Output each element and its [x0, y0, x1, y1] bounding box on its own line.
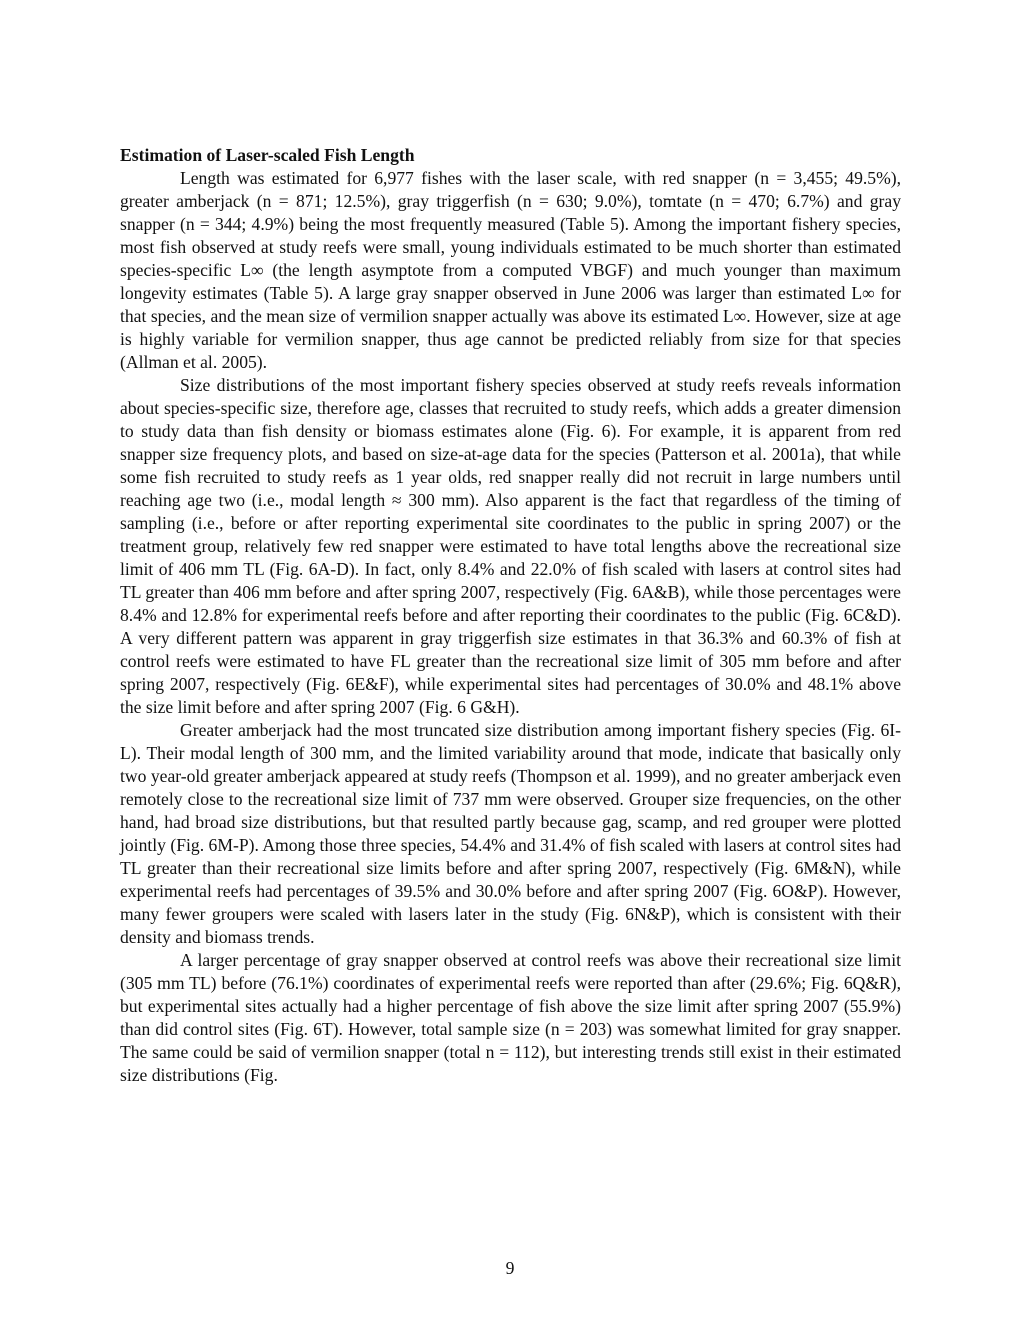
section-heading: Estimation of Laser-scaled Fish Length — [120, 145, 415, 165]
document-page — [120, 144, 901, 1087]
body-paragraph: Size distributions of the most important fishery species observed at study reefs reveals information about species-specific size, therefore age, classes that recruited to study reefs, which adds a greater dimension to study data than fish density or biomass estimates alone (Fig. 6). For example, it is apparent from red snapper size frequency plots, and based on size-at-age data for the species (Patterson et al. 2001a), that while some fish recruited to study reefs as 1 year olds, red snapper really did not recruit in large numbers until reaching age two (i.e., modal length ≈ 300 mm). Also apparent is the fact that regardless of the timing of sampling (i.e., before or after reporting experimental site coordinates to the public in spring 2007) or the treatment group, relatively few red snapper were estimated to have total lengths above the recreational size limit of 406 mm TL (Fig. 6A-D). In fact, only 8.4% and 22.0% of fish scaled with lasers at control sites had TL greater than 406 mm before and after spring 2007, respectively (Fig. 6A&B), while those percentages were 8.4% and 12.8% for experimental reefs before and after reporting their coordinates to the public (Fig. 6C&D). A very different pattern was apparent in gray triggerfish size estimates in that 36.3% and 60.3% of fish at control reefs were estimated to have FL greater than the recreational size limit of 305 mm before and after spring 2007, respectively (Fig. 6E&F), while experimental sites had percentages of 30.0% and 48.1% above the size limit before and after spring 2007 (Fig. 6 G&H). — [120, 375, 901, 717]
body-paragraph: A larger percentage of gray snapper observed at control reefs was above their recreational size limit (305 mm TL) before (76.1%) coordinates of experimental reefs were reported than after (29.6%; Fig. 6Q&R), but experimental sites actually had a higher percentage of fish above the size limit after spring 2007 (55.9%) than did control sites (Fig. 6T). However, total sample size (n = 203) was somewhat limited for gray snapper. The same could be said of vermilion snapper (total n = 112), but interesting trends still exist in their estimated size distributions (Fig. — [120, 950, 901, 1085]
body-paragraph: Length was estimated for 6,977 fishes with the laser scale, with red snapper (n = 3,455; 49.5%), greater amberjack (n = 871; 12.5%), gray triggerfish (n = 630; 9.0%), tomtate (n = 470; 6.7%) and gray snapper (n = 344; 4.9%) being the most frequently measured (Table 5). Among the important fishery species, most fish observed at study reefs were small, young individuals estimated to be much shorter than estimated species-specific L∞ (the length asymptote from a computed VBGF) and much younger than maximum longevity estimates (Table 5). A large gray snapper observed in June 2006 was larger than estimated L∞ for that species, and the mean size of vermilion snapper actually was above its estimated L∞. However, size at age is highly variable for vermilion snapper, thus age cannot be predicted reliably from size for that species (Allman et al. 2005). — [120, 168, 901, 372]
body-paragraph: Greater amberjack had the most truncated size distribution among important fishery species (Fig. 6I-L). Their modal length of 300 mm, and the limited variability around that mode, indicate that basically only two year-old greater amberjack appeared at study reefs (Thompson et al. 1999), and no greater amberjack even remotely close to the recreational size limit of 737 mm were observed. Grouper size frequencies, on the other hand, had broad size distributions, but that resulted partly because gag, scamp, and red grouper were plotted jointly (Fig. 6M-P). Among those three species, 54.4% and 31.4% of fish scaled with lasers at control sites had TL greater than their recreational size limits before and after spring 2007, respectively (Fig. 6M&N), while experimental reefs had percentages of 39.5% and 30.0% before and after spring 2007 (Fig. 6O&P). However, many fewer groupers were scaled with lasers later in the study (Fig. 6N&P), which is consistent with their density and biomass trends. — [120, 720, 901, 947]
page-number: 9 — [505, 1258, 515, 1278]
